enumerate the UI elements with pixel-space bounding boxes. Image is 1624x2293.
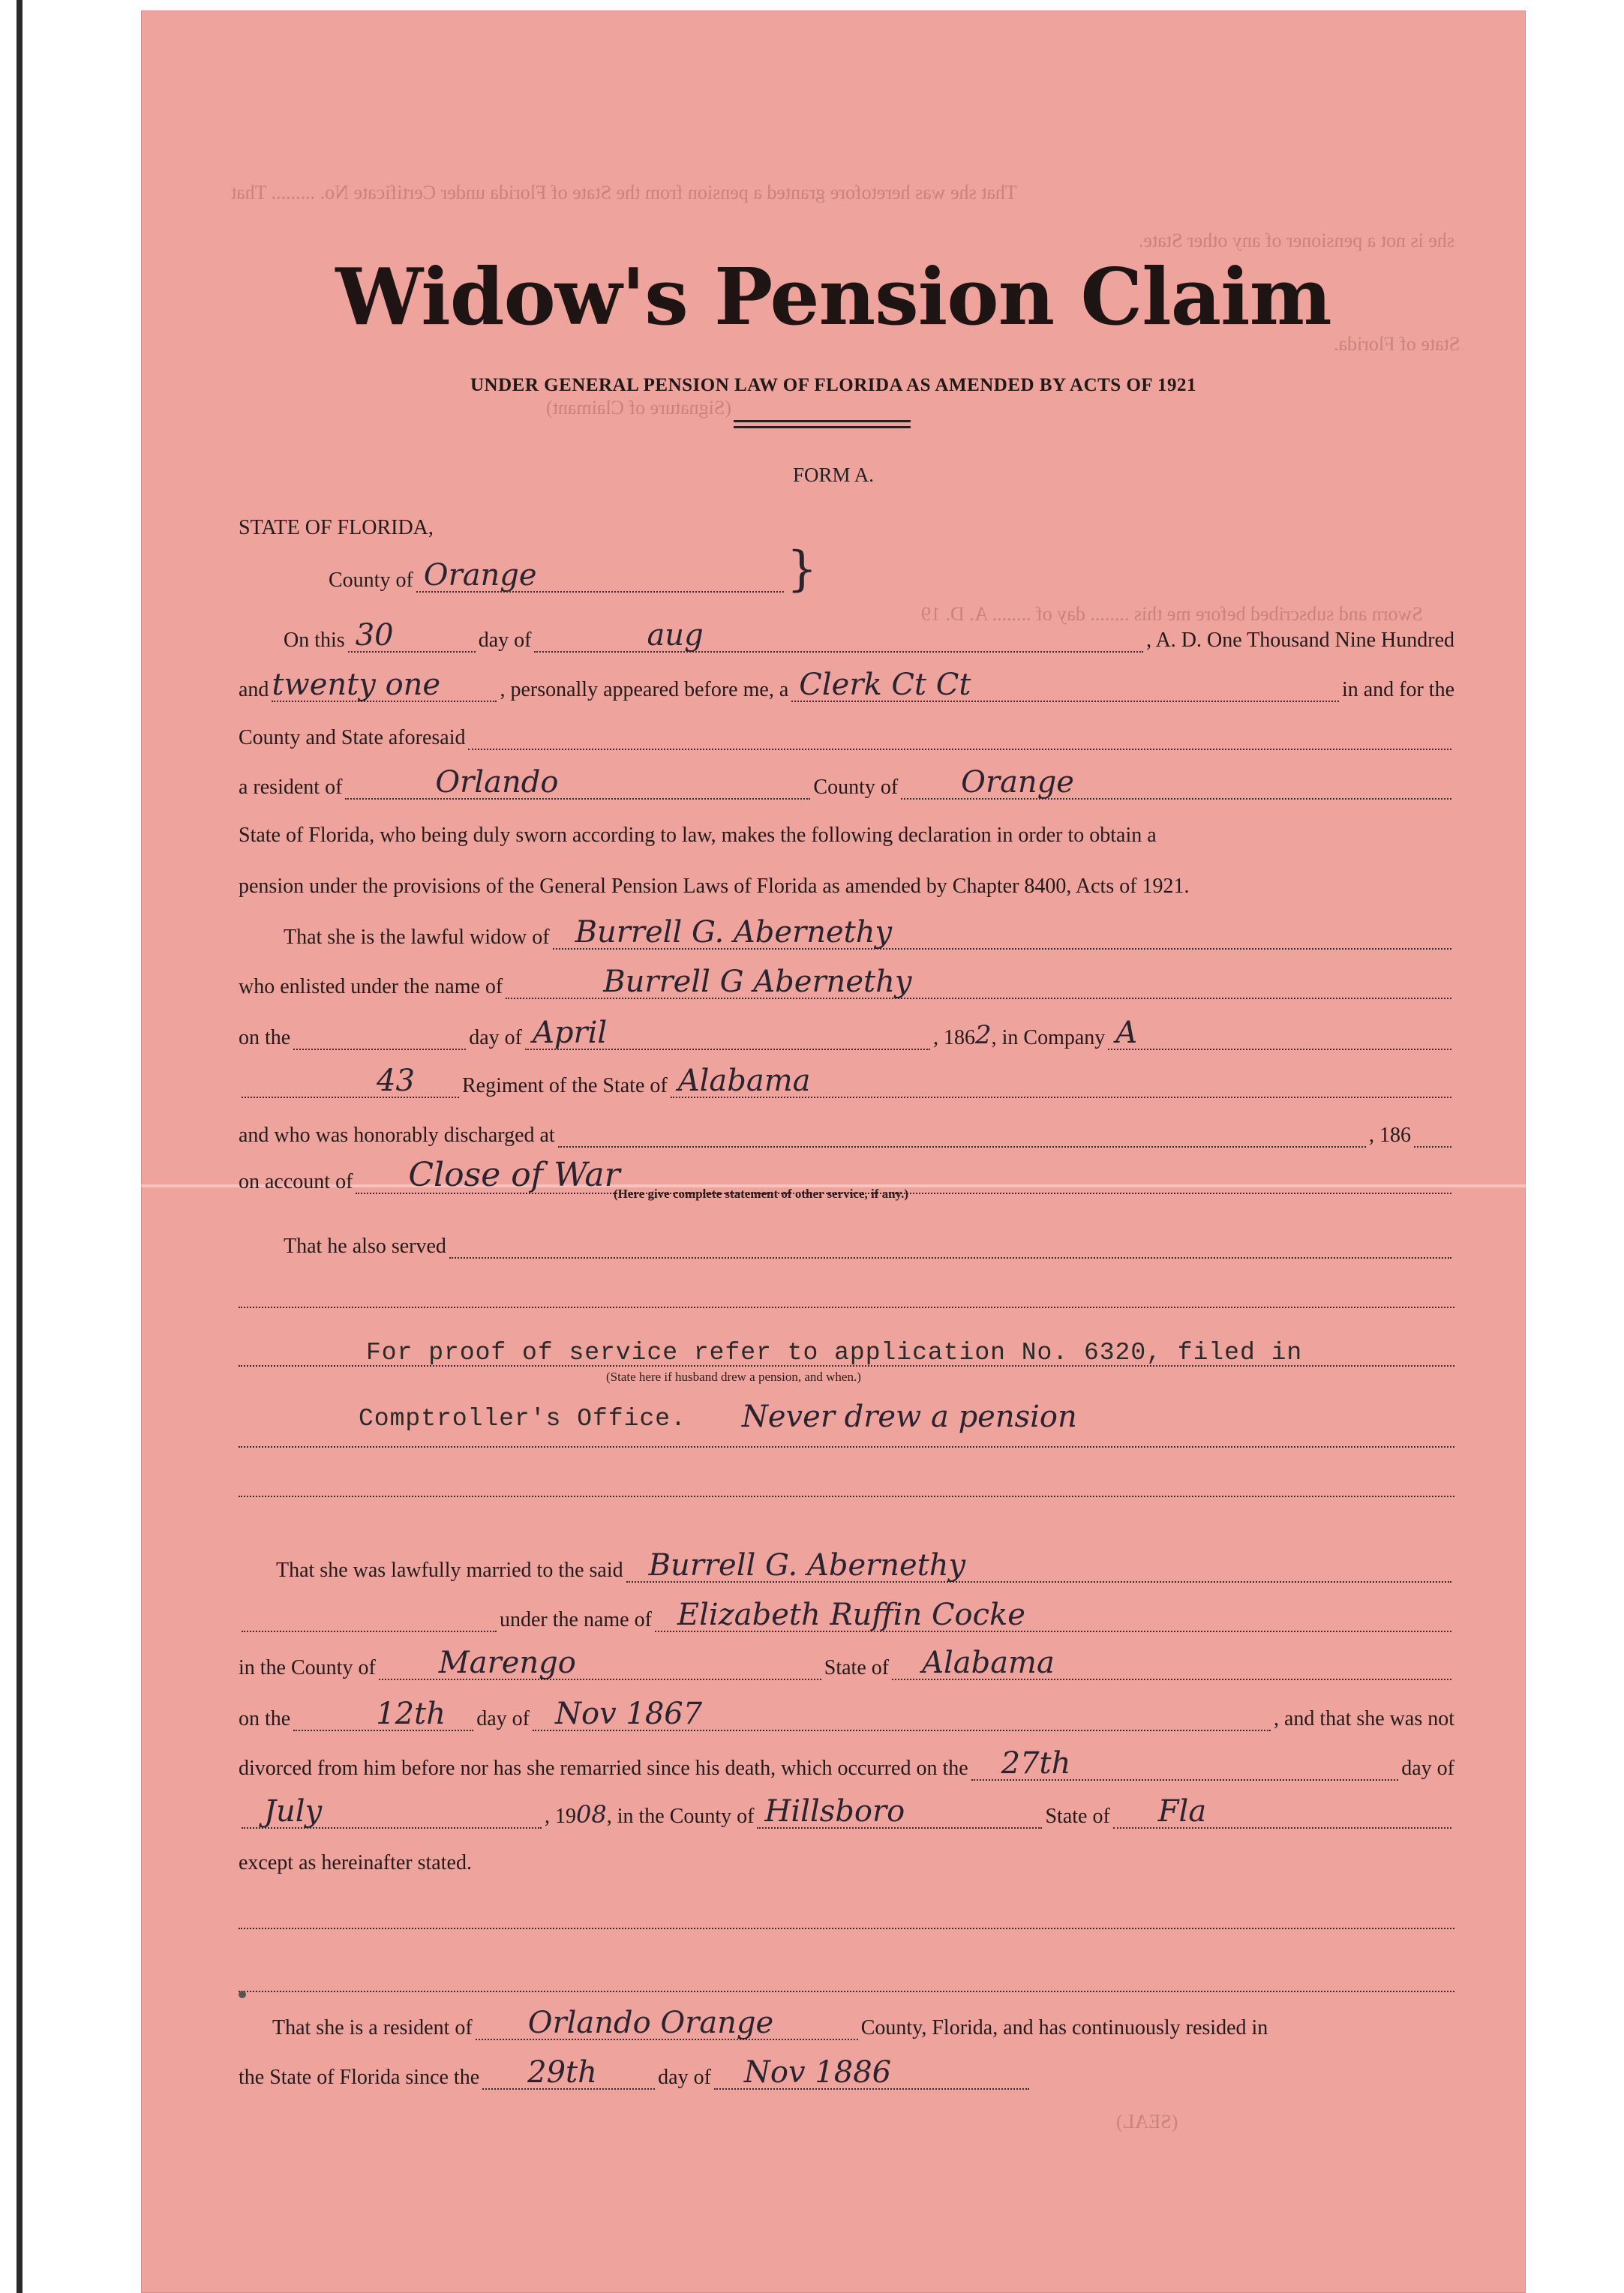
enlist-date-line: on the day of April , 186 2 , in Company A: [239, 1008, 1454, 1055]
title-rule: [734, 420, 911, 422]
except-line: except as hereinafter stated.: [239, 1851, 472, 1874]
marriage-day-field[interactable]: 12th: [293, 1700, 473, 1731]
declaration-line: [239, 857, 1454, 903]
discharge-year-field[interactable]: [1414, 1116, 1451, 1148]
declaration-text: State of Florida, who being duly sworn according to law, makes the following declaration in order to obtain a: [239, 824, 1157, 847]
death-line: divorced from him before nor has she remarried since his death, which occurred on the 27th day of: [239, 1746, 1454, 1781]
enlist-day-field[interactable]: [293, 1019, 466, 1050]
officer-field[interactable]: Clerk Ct Ct: [791, 671, 1339, 702]
blank-line: [239, 1496, 1454, 1497]
discharge-place-field[interactable]: [558, 1116, 1366, 1148]
title-rule: [734, 426, 911, 428]
also-served-line: That he also served: [284, 1217, 1454, 1263]
county-field[interactable]: Orange: [416, 561, 784, 593]
pension-note-line: [606, 1359, 1454, 1385]
death-year-field: 08: [576, 1800, 607, 1829]
date-line: On this 30 day of aug , A. D. One Thousand Nine Hundred: [284, 618, 1454, 653]
punch-mark: [239, 1991, 246, 1998]
other-service-note: (Here give complete statement of other service, if any.): [614, 1187, 909, 1201]
year-line: and twenty one , personally appeared before me, a Clerk Ct Ct in and for the: [239, 668, 1454, 702]
aforesaid-line: County and State aforesaid: [239, 708, 1454, 755]
widow-line: That she is the lawful widow of Burrell G. Abernethy: [284, 908, 1454, 954]
enlist-year-digit: 2: [974, 1020, 992, 1050]
bleed-through-text: (SEAL): [1116, 2111, 1178, 2132]
bleed-through-text: State of Florida.: [1334, 333, 1460, 355]
maiden-name-field[interactable]: Elizabeth Ruffin Cocke: [655, 1601, 1451, 1632]
death-day-field[interactable]: 27th: [971, 1749, 1399, 1781]
bleed-through-text: (Signature of Claimant): [546, 397, 731, 419]
residence-city-field[interactable]: Orlando Orange: [476, 2009, 858, 2040]
marriage-state-field[interactable]: Alabama: [892, 1649, 1451, 1680]
residence-since-line: the State of Florida since the 29th day of Nov 1886: [239, 2048, 1454, 2094]
declaration-text: pension under the provisions of the General Pension Laws of Florida as amended by Chapter 8400, Acts of 1921.: [239, 875, 1190, 898]
county-label: County of: [329, 569, 413, 592]
death-state-field[interactable]: Fla: [1113, 1797, 1451, 1829]
since-date-field[interactable]: Nov 1886: [714, 2058, 1029, 2090]
year-words-field[interactable]: twenty one: [272, 671, 497, 702]
comptroller-line: [359, 1391, 1454, 1437]
maiden-name-line: under the name of Elizabeth Ruffin Cocke: [239, 1590, 1454, 1637]
enlisted-name-field[interactable]: Burrell G Abernethy: [506, 968, 1451, 999]
married-line: That she was lawfully married to the said Burrell G. Abernethy: [276, 1541, 1454, 1587]
blank-line: [239, 1991, 1454, 1992]
discharge-line: and who was honorably discharged at , 186: [239, 1106, 1454, 1152]
marriage-date-field[interactable]: Nov 1867: [533, 1700, 1271, 1731]
resident-field[interactable]: Orlando: [345, 768, 810, 800]
state-label: STATE OF FLORIDA,: [239, 516, 434, 539]
county-line: [329, 542, 1454, 597]
brace-mark: }: [786, 542, 818, 597]
form-label: FORM A.: [792, 464, 875, 486]
pension-note: (State here if husband drew a pension, and when.): [606, 1370, 861, 1384]
company-field[interactable]: A: [1108, 1019, 1451, 1050]
marriage-place-line: in the County of Marengo State of Alabama: [239, 1638, 1454, 1685]
pension-field[interactable]: Never drew a pension: [741, 1400, 1077, 1434]
form-subtitle: UNDER GENERAL PENSION LAW OF FLORIDA AS AMENDED BY ACTS OF 1921: [470, 375, 1196, 395]
bleed-through-text: Sworn and subscribed before me this ........ day of ........ A. D. 19: [921, 603, 1423, 625]
state-line: [239, 498, 1454, 545]
typed-proof-text: For proof of service refer to application No. 6320, filed in: [366, 1339, 1303, 1367]
bleed-through-text: she is not a pensioner of any other State.: [1139, 230, 1454, 251]
on-account-line: on account of Close of War: [239, 1152, 1454, 1199]
declaration-line: [239, 806, 1454, 852]
blank-line: [239, 1928, 1454, 1929]
also-served-field[interactable]: [449, 1227, 1451, 1259]
month-field[interactable]: aug: [534, 621, 1143, 653]
on-account-field[interactable]: Close of War: [356, 1163, 1451, 1194]
enlisted-line: who enlisted under the name of Burrell G Abernethy: [239, 957, 1454, 1004]
form-title: Widow's Pension Claim: [335, 251, 1331, 343]
typed-comptroller-text: Comptroller's Office.: [359, 1405, 686, 1433]
death-month-field[interactable]: July: [242, 1797, 542, 1829]
regiment-field[interactable]: 43: [242, 1067, 459, 1098]
residence-line: That she is a resident of Orlando Orange County, Florida, and has continuously resided in: [272, 2006, 1268, 2040]
marriage-date-line: on the 12th day of Nov 1867 , and that she was not: [239, 1697, 1454, 1731]
regiment-line: 43 Regiment of the State of Alabama: [239, 1056, 1454, 1103]
pension-claim-form: [141, 11, 1526, 2293]
resident-county-field[interactable]: Orange: [901, 768, 1451, 800]
marriage-county-field[interactable]: Marengo: [379, 1649, 821, 1680]
bleed-through-text: That she was heretofore granted a pension from the State of Florida under Certificate No. ......... That: [231, 182, 1017, 203]
enlist-month-field[interactable]: April: [525, 1019, 930, 1050]
regiment-state-field[interactable]: Alabama: [671, 1067, 1451, 1098]
blank-line: [239, 1446, 1454, 1448]
married-name-field[interactable]: Burrell G. Abernethy: [626, 1551, 1451, 1583]
since-day-field[interactable]: 29th: [482, 2058, 655, 2090]
blank-line: [239, 1307, 1454, 1308]
other-service-note-line: [614, 1179, 1454, 1202]
resident-line: a resident of Orlando County of Orange: [239, 758, 1454, 804]
death-county-field[interactable]: Hillsboro: [757, 1797, 1042, 1829]
scan-edge: [17, 0, 23, 2293]
husband-name-field[interactable]: Burrell G. Abernethy: [553, 918, 1451, 950]
day-field[interactable]: 30: [348, 621, 476, 653]
aforesaid-field[interactable]: [468, 719, 1451, 750]
death-place-line: July , 19 08 , in the County of Hillsboro State of Fla: [239, 1787, 1454, 1833]
